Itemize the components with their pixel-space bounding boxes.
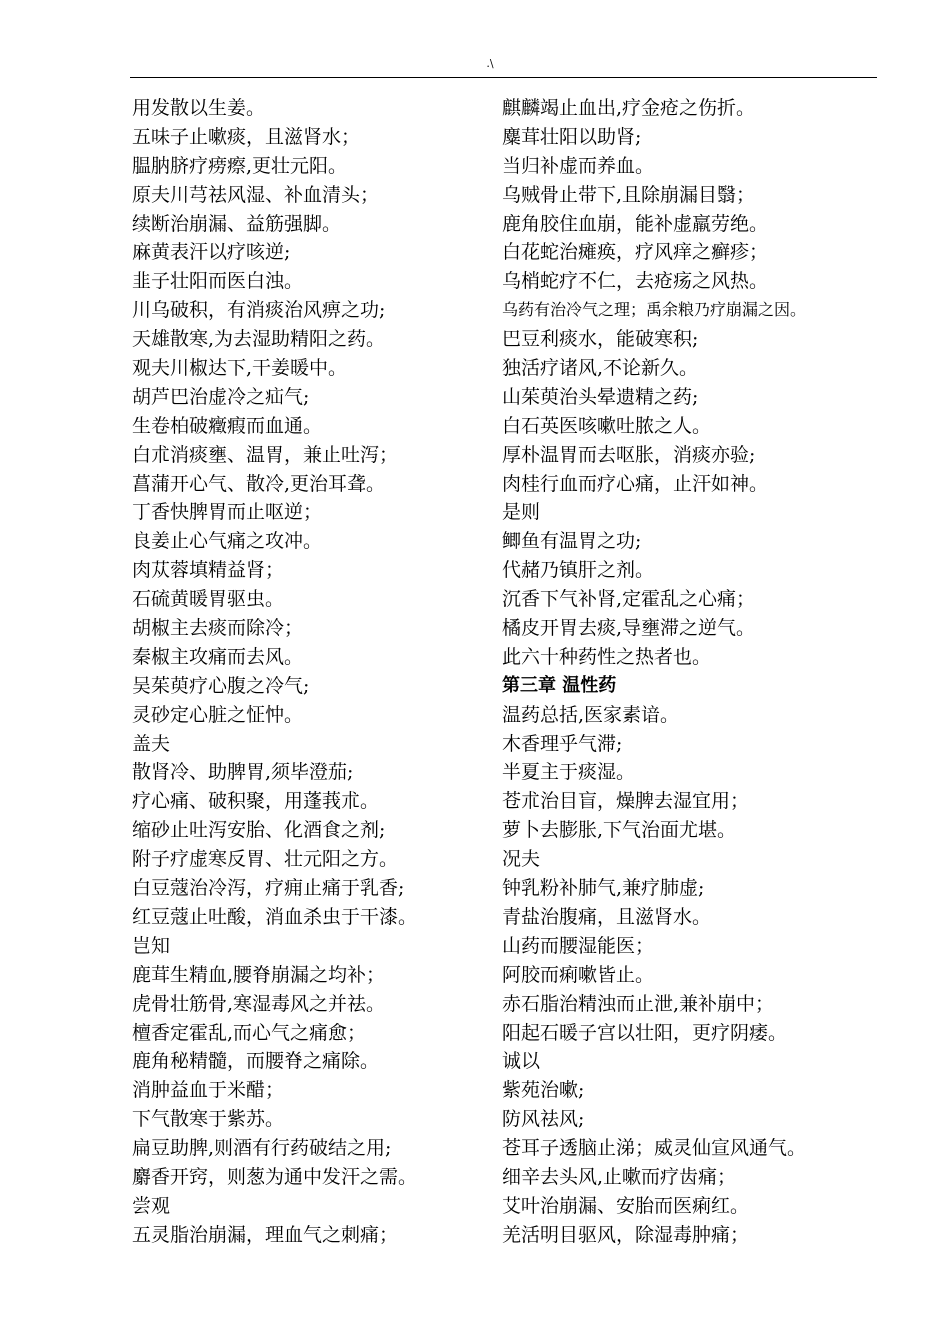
text-line: 橘皮开胃去痰,导壅滞之逆气。: [502, 617, 756, 640]
text-line: 木香理乎气滞;: [502, 732, 623, 755]
text-line: 乌梢蛇疗不仁，去疮疡之风热。: [502, 270, 769, 293]
text-line: 胡芦巴治虚冷之疝气;: [132, 385, 310, 408]
text-line: 菖蒲开心气、散冷,更治耳聋。: [132, 472, 386, 495]
text-line: 苍朮治目盲，燥脾去湿宜用；: [502, 790, 750, 813]
text-line: 鹿茸生精血,腰脊崩漏之均补；: [132, 963, 386, 986]
text-line: 附子疗虚寒反胃、壮元阳之方。: [132, 848, 399, 871]
text-line: 细辛去头风,止嗽而疗齿痛；: [502, 1165, 737, 1188]
text-line: 消肿益血于米醋；: [132, 1079, 285, 1102]
header-rule: [130, 77, 877, 78]
text-line: 是则: [502, 501, 541, 524]
header-mark: .\: [486, 57, 494, 70]
text-line: 白朮消痰壅、温胃，兼止吐泻；: [132, 443, 399, 466]
chapter-heading: 第三章 温性药: [502, 674, 617, 696]
text-line: 巴豆利痰水，能破寒积;: [502, 328, 699, 351]
text-line: 腽肭脐疗痨瘵,更壮元阳。: [132, 154, 348, 177]
text-line: 赤石脂治精浊而止泄,兼补崩中；: [502, 992, 775, 1015]
text-line: 温药总括,医家素谙。: [502, 703, 680, 726]
text-line: 生卷柏破癥瘕而血通。: [132, 414, 323, 437]
text-line: 乌药有治冷气之理；禹余粮乃疗崩漏之因。: [502, 300, 807, 320]
text-line: 萝卜去膨胀,下气治面尤堪。: [502, 819, 737, 842]
text-line: 五味子止嗽痰，且滋肾水；: [132, 125, 361, 148]
text-line: 乌贼骨止带下,且除崩漏目翳；: [502, 183, 756, 206]
text-line: 鲫鱼有温胃之功;: [502, 530, 642, 553]
text-line: 诚以: [502, 1050, 541, 1073]
text-line: 肉苁蓉填精益肾；: [132, 559, 285, 582]
text-line: 丁香快脾胃而止呕逆；: [132, 501, 323, 524]
text-line: 苍耳子透脑止涕；威灵仙宣风通气。: [502, 1137, 807, 1160]
text-line: 白花蛇治瘫痪，疗风痒之癣疹；: [502, 241, 769, 264]
text-line: 钟乳粉补肺气,兼疗肺虚;: [502, 877, 705, 900]
text-line: 虎骨壮筋骨,寒湿毒风之并祛。: [132, 992, 386, 1015]
text-line: 阿胶而痢嗽皆止。: [502, 963, 655, 986]
text-line: 况夫: [502, 848, 541, 871]
text-line: 下气散寒于紫苏。: [132, 1108, 285, 1131]
text-line: 岂知: [132, 934, 171, 957]
text-line: 羌活明目驱风，除湿毒肿痛；: [502, 1223, 750, 1246]
text-line: 尝观: [132, 1194, 171, 1217]
text-line: 青盐治腹痛，且滋肾水。: [502, 905, 712, 928]
text-line: 五灵脂治崩漏，理血气之刺痛；: [132, 1223, 399, 1246]
text-line: 艾叶治崩漏、安胎而医痢红。: [502, 1194, 750, 1217]
text-line: 鹿角胶住血崩，能补虚羸劳绝。: [502, 212, 769, 235]
text-line: 防风祛风;: [502, 1108, 585, 1131]
text-line: 此六十种药性之热者也。: [502, 645, 712, 668]
text-line: 半夏主于痰湿。: [502, 761, 636, 784]
text-line: 胡椒主去痰而除冷；: [132, 617, 304, 640]
text-line: 韭子壮阳而医白浊。: [132, 270, 304, 293]
text-line: 盖夫: [132, 732, 171, 755]
text-line: 山茱萸治头晕遗精之药;: [502, 385, 699, 408]
text-line: 用发散以生姜。: [132, 97, 266, 119]
text-line: 吴茱萸疗心腹之冷气;: [132, 674, 310, 697]
text-line: 厚朴温胃而去呕胀，消痰亦验;: [502, 443, 756, 466]
text-line: 观夫川椒达下,干姜暖中。: [132, 357, 348, 380]
text-line: 阳起石暖子宫以壮阳，更疗阴痿。: [502, 1021, 788, 1044]
text-line: 散肾冷、助脾胃,须毕澄茄;: [132, 761, 354, 784]
text-line: 红豆蔻止吐酸，消血杀虫于干漆。: [132, 905, 418, 928]
text-line: 天雄散寒,为去湿助精阳之药。: [132, 328, 386, 351]
text-line: 肉桂行血而疗心痛，止汗如神。: [502, 472, 769, 495]
text-line: 续断治崩漏、益筋强脚。: [132, 212, 342, 235]
right-column: [502, 94, 874, 1250]
text-line: 川乌破积，有消痰治风痹之功;: [132, 299, 386, 322]
text-line: 山药而腰湿能医；: [502, 934, 655, 957]
text-line: 麝香开窍，则葱为通中发汗之需。: [132, 1165, 418, 1188]
text-line: 白石英医咳嗽吐脓之人。: [502, 414, 712, 437]
text-line: 原夫川芎祛风湿、补血清头；: [132, 183, 380, 206]
text-line: 麻黄表汗以疗咳逆;: [132, 241, 291, 264]
text-line: 代赭乃镇肝之剂。: [502, 559, 655, 582]
text-line: 檀香定霍乱,而心气之痛愈；: [132, 1021, 367, 1044]
text-line: 秦椒主攻痛而去风。: [132, 645, 304, 668]
text-line: 紫苑治嗽;: [502, 1079, 585, 1102]
text-line: 白豆蔻治冷泻，疗痈止痛于乳香;: [132, 877, 405, 900]
text-line: 独活疗诸风,不论新久。: [502, 357, 699, 380]
text-line: 鹿角秘精髓，而腰脊之痛除。: [132, 1050, 380, 1073]
text-line: 疗心痛、破积聚，用蓬莪朮。: [132, 790, 380, 813]
text-line: 石硫黄暖胃驱虫。: [132, 588, 285, 611]
text-line: 扁豆助脾,则酒有行药破结之用;: [132, 1137, 392, 1160]
text-line: 麒麟竭止血出,疗金疮之伤折。: [502, 97, 756, 119]
text-line: 当归补虚而养血。: [502, 154, 655, 177]
text-line: 灵砂定心脏之怔忡。: [132, 703, 304, 726]
text-line: 沉香下气补肾,定霍乱之心痛；: [502, 588, 756, 611]
text-line: 麋茸壮阳以助肾;: [502, 125, 642, 148]
left-column: [132, 94, 482, 1250]
text-line: 缩砂止吐泻安胎、化酒食之剂;: [132, 819, 386, 842]
text-line: 良姜止心气痛之攻冲。: [132, 530, 323, 553]
